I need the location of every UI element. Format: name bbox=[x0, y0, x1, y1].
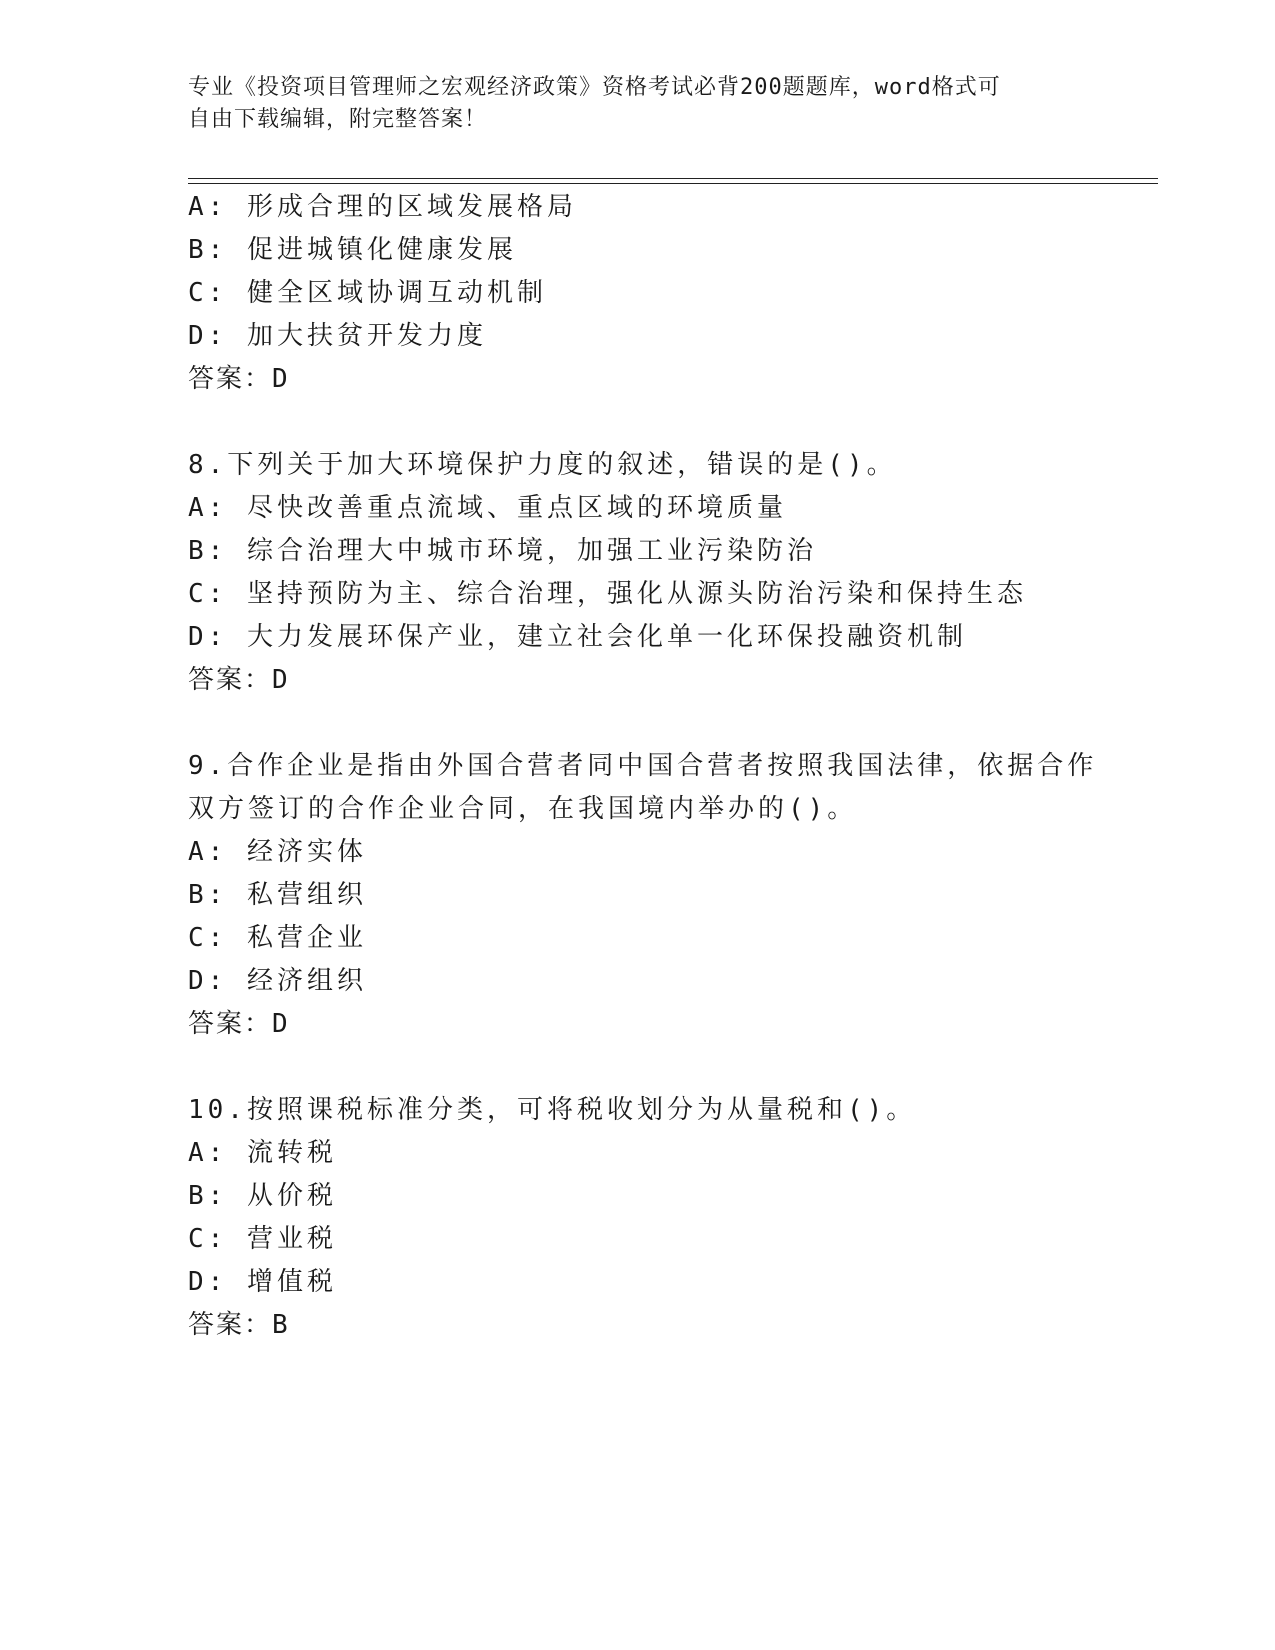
q7-answer: 答案：D bbox=[188, 364, 290, 394]
q10-answer: 答案：B bbox=[188, 1310, 290, 1340]
q8-answer: 答案：D bbox=[188, 665, 290, 695]
header-line-2: 自由下载编辑，附完整答案！ bbox=[188, 107, 488, 132]
header-line-1: 专业《投资项目管理师之宏观经济政策》资格考试必背200题题库，word格式可 bbox=[188, 75, 1001, 100]
q8-question: 8.下列关于加大环境保护力度的叙述，错误的是()。 bbox=[188, 450, 897, 480]
q8-option-c: C: 坚持预防为主、综合治理，强化从源头防治污染和保持生态 bbox=[188, 579, 1027, 609]
header-divider-top bbox=[188, 178, 1158, 179]
q7-option-c: C: 健全区域协调互动机制 bbox=[188, 278, 547, 308]
q9-option-d: D: 经济组织 bbox=[188, 966, 367, 996]
q8-option-a: A: 尽快改善重点流域、重点区域的环境质量 bbox=[188, 493, 787, 523]
q8-option-d: D: 大力发展环保产业，建立社会化单一化环保投融资机制 bbox=[188, 622, 967, 652]
q9-answer: 答案：D bbox=[188, 1009, 290, 1039]
q7-option-d: D: 加大扶贫开发力度 bbox=[188, 321, 487, 351]
q9-question-line-2: 双方签订的合作企业合同，在我国境内举办的()。 bbox=[188, 794, 858, 824]
q9-option-c: C: 私营企业 bbox=[188, 923, 367, 953]
q8-option-b: B: 综合治理大中城市环境，加强工业污染防治 bbox=[188, 536, 817, 566]
q10-option-d: D: 增值税 bbox=[188, 1267, 337, 1297]
q9-option-b: B: 私营组织 bbox=[188, 880, 367, 910]
document-header bbox=[188, 72, 1068, 136]
q10-option-a: A: 流转税 bbox=[188, 1138, 337, 1168]
q7-option-a: A: 形成合理的区域发展格局 bbox=[188, 192, 577, 222]
q9-question-line-1: 9.合作企业是指由外国合营者同中国合营者按照我国法律，依据合作 bbox=[188, 751, 1098, 781]
q7-option-b: B: 促进城镇化健康发展 bbox=[188, 235, 517, 265]
q10-option-c: C: 营业税 bbox=[188, 1224, 337, 1254]
q10-question: 10.按照课税标准分类，可将税收划分为从量税和()。 bbox=[188, 1095, 917, 1125]
header-divider-bottom bbox=[188, 183, 1158, 184]
q9-option-a: A: 经济实体 bbox=[188, 837, 367, 867]
q10-option-b: B: 从价税 bbox=[188, 1181, 337, 1211]
